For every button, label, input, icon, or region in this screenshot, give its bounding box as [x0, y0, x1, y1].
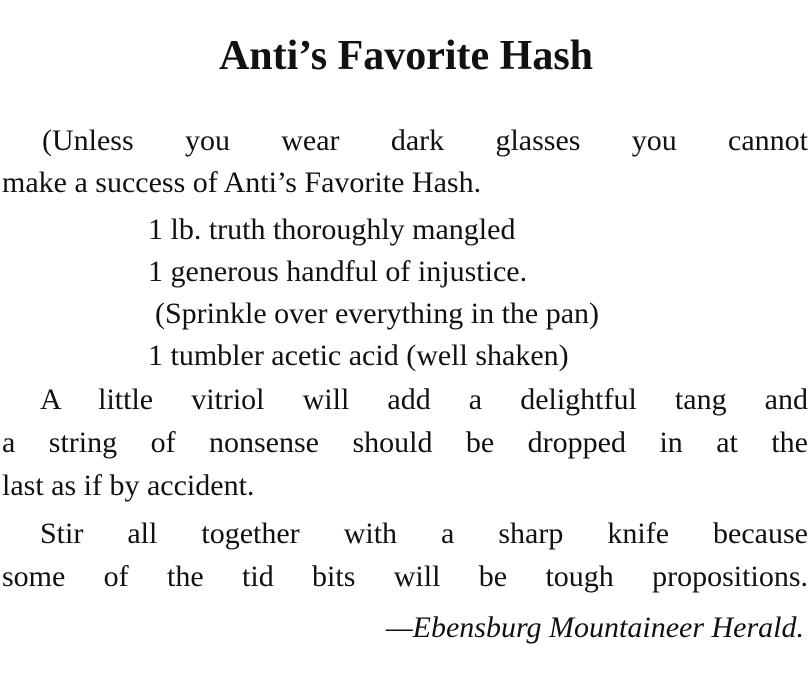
- intro-line: (Unless you wear dark glasses you cannot: [42, 124, 808, 157]
- intro-line: make a success of Anti’s Favorite Hash.: [2, 166, 482, 199]
- paragraph-line: a string of nonsense should be dropped in at the: [2, 426, 808, 459]
- paragraph-line: A little vitriol will add a delightful tang and: [40, 383, 808, 416]
- article-title: Anti’s Favorite Hash: [218, 33, 594, 79]
- attribution: —Ebensburg Mountaineer Herald.: [385, 611, 804, 644]
- ingredient-line: 1 generous handful of injustice.: [148, 255, 528, 288]
- ingredient-line: 1 lb. truth thoroughly mangled: [148, 213, 516, 246]
- ingredient-note: (Sprinkle over everything in the pan): [155, 297, 600, 330]
- paragraph-line: last as if by accident.: [2, 469, 255, 502]
- paragraph-line: some of the tid bits will be tough propositions.: [2, 560, 808, 593]
- paragraph-line: Stir all together with a sharp knife because: [40, 517, 808, 550]
- ingredient-line: 1 tumbler acetic acid (well shaken): [148, 339, 569, 372]
